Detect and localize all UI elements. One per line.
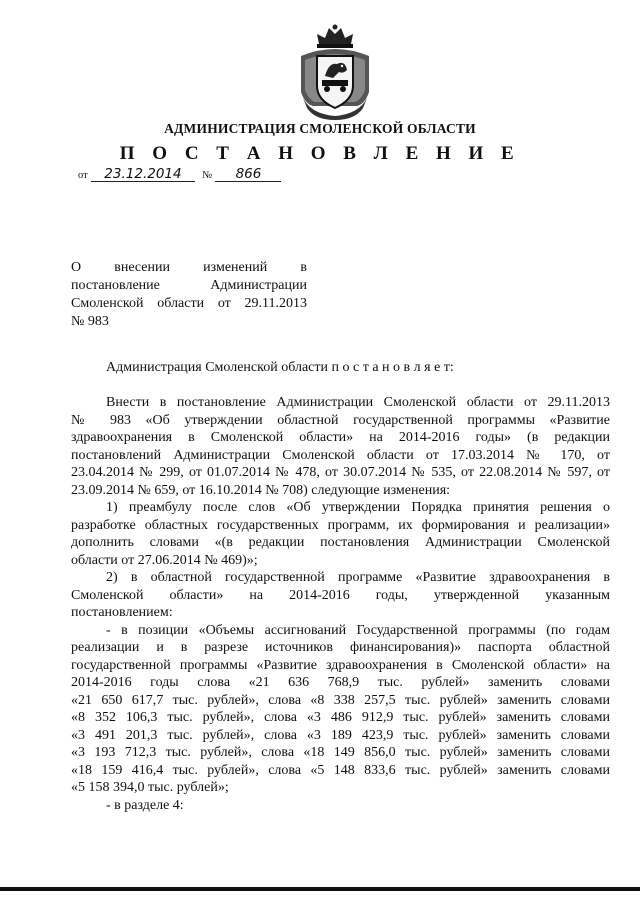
body-line: разработке областных государственных программ, их формирования и реализации»: [71, 517, 610, 533]
subject-block: [71, 259, 307, 331]
body-line: «8 352 106,3 тыс. рублей», слова «3 486 912,9 тыс. рублей» заменить словами: [71, 710, 610, 725]
body-line: дополнить словами «(в редакции постановления Администрации Смоленской: [71, 535, 610, 550]
body-line: постановлением:: [71, 605, 173, 620]
body-line: здравоохранения в Смоленской области» на 2014-2016 годы» (в редакции: [71, 430, 610, 445]
resolution-intro: Администрация Смоленской области п о с т а н о в л я е т:: [106, 360, 454, 375]
body-line: - в разделе 4:: [106, 797, 184, 813]
subject-line: № 983: [71, 314, 109, 329]
body-line: «5 158 394,0 тыс. рублей»;: [71, 780, 229, 795]
body-line: Смоленской области» на 2014-2016 годы, утвержденной указанным: [71, 587, 610, 603]
number-field: 866: [215, 167, 281, 182]
body-line: 1) преамбулу после слов «Об утверждении Порядка принятия решения о: [106, 500, 610, 515]
body-line: реализации и в разрезе источников финансирования)» паспорта областной: [71, 640, 610, 655]
body-line: 2) в областной государственной программе «Развитие здравоохранения в: [106, 570, 610, 585]
body-line: 23.04.2014 № 299, от 01.07.2014 № 478, от 30.07.2014 № 535, от 22.08.2014 № 597, от: [71, 465, 610, 480]
subject-line: О внесении изменений в: [71, 260, 307, 275]
body-line: 2014-2016 годы слова «21 636 768,9 тыс. рублей» заменить словами: [71, 675, 610, 690]
subject-line: постановление Администрации: [71, 278, 307, 293]
number-label: №: [202, 170, 213, 181]
body-line: области от 27.06.2014 № 469)»;: [71, 552, 258, 568]
body-line: 23.09.2014 № 659, от 16.10.2014 № 708) следующие изменения:: [71, 482, 451, 498]
body-line: «3 193 712,3 тыс. рублей», слова «18 149 856,0 тыс. рублей» заменить словами: [71, 745, 610, 760]
body-line: Внести в постановление Администрации Смоленской области от 29.11.2013: [106, 395, 610, 410]
body-line: «21 650 617,7 тыс. рублей», слова «8 338 257,5 тыс. рублей» заменить словами: [71, 692, 610, 708]
document-type: П О С Т А Н О В Л Е Н И Е: [119, 143, 521, 164]
body-line: «3 491 201,3 тыс. рублей», слова «3 189 423,9 тыс. рублей» заменить словами: [71, 727, 610, 743]
document-body: [71, 394, 610, 814]
body-line: государственной программы «Развитие здравоохранения в Смоленской области» на: [71, 657, 610, 673]
body-line: - в позиции «Объемы ассигнований Государственной программы (по годам: [106, 622, 610, 638]
date-field: 23.12.2014: [91, 167, 195, 182]
scan-edge-line: [0, 887, 640, 891]
document-meta: [78, 166, 281, 182]
body-line: № 983 «Об утверждении областной государственной программы «Развитие: [71, 412, 610, 428]
body-line: постановлений Администрации Смоленской области от 17.03.2014 № 170, от: [71, 447, 610, 463]
organization-name: АДМИНИСТРАЦИЯ СМОЛЕНСКОЙ ОБЛАСТИ: [164, 121, 476, 136]
body-line: «18 159 416,4 тыс. рублей», слова «5 148 833,6 тыс. рублей» заменить словами: [71, 762, 610, 778]
date-label: от: [78, 170, 88, 181]
coat-of-arms-emblem: [295, 22, 375, 122]
subject-line: Смоленской области от 29.11.2013: [71, 296, 307, 311]
